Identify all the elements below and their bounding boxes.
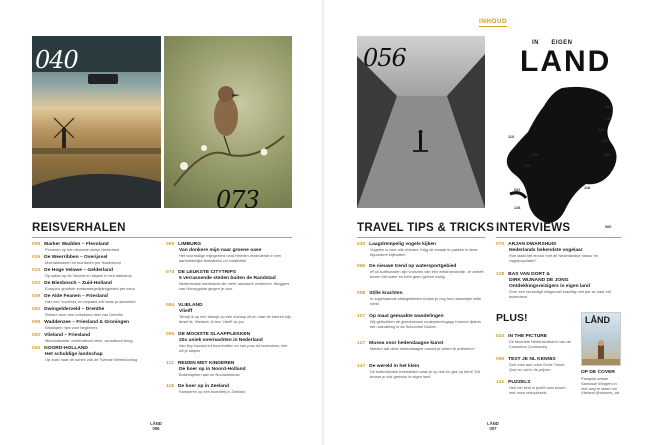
- list-item[interactable]: 142 PUZZELS Heb het kind in jezelf naar boven met onze reisquizzels: [496, 380, 566, 395]
- list-item[interactable]: 084 VLIELAND Vlieiff Terwijl ik op een bankje op een duintop zit en naar de sterren kijk, besef ik: Vlieland, ik ben 'vlieiff' op jou: [166, 303, 292, 324]
- list-item[interactable]: 020 De Hoge Veluwe – Gelderland Op safari op de Veluwe en slapen in een dakkamp: [32, 268, 132, 278]
- logo-land: LAND: [520, 45, 612, 78]
- list-item[interactable]: 062 Vlieland – Friesland Microvakantie: ochtendboot heen, avondboot terug: [32, 333, 133, 343]
- section-reisverhalen: REISVERHALEN: [32, 222, 126, 234]
- photo-roadtrip: [32, 36, 161, 208]
- footer-right: [473, 421, 513, 431]
- list-item[interactable]: 016 De Weerribben – Overijssel Moerasbossen en kronkelen per fluisterboot: [32, 255, 121, 265]
- bird-illustration: [164, 36, 292, 208]
- list-item[interactable]: 074 DE LEUKSTE CITYTRIPS 5 verrassende steden buiten de Randstad Nederlandse stedtrands die meer aandacht verdienen. Bloggers van Honeyguide gingen je voor: [166, 270, 290, 291]
- cover-illustration: [582, 337, 621, 366]
- section-plus: PLUS!: [496, 312, 528, 324]
- map-label: 016: [605, 117, 612, 121]
- list-item[interactable]: 086 TEST JE NL KENNIS Doe mee aan onze Grote Travel Quiz en val in de prijzen: [496, 357, 565, 372]
- cover-desc: Pasquim-artiste Samusse Wingers in met weg te staan om Vlieland @simone_wit: [581, 376, 620, 396]
- list-item[interactable]: 118 De boer op in Zeeland Kamperen op een boerderij in Zeeland: [166, 384, 246, 394]
- list-item[interactable]: 056 De nieuwe trend op watersportgebied eFoil-surfboarden zijn voorzien van een elektromotortje. Je zweeft boven het water en hebt geen golven nodig: [357, 264, 484, 279]
- rule-travel: [357, 237, 485, 238]
- map-label: 021: [598, 128, 605, 132]
- list-item[interactable]: 127 Musea voor hedendaagse kunst Meiden dat deze hedendaagse musea je weten te prikkelen?: [357, 341, 475, 351]
- list-item[interactable]: 032 De Biesbosch – Zuid-Holland Europa's grootste zoetwatergetijdengebied per kano: [32, 281, 135, 291]
- rule-interviews: [496, 237, 621, 238]
- cover-label: OP DE COVER: [581, 370, 615, 375]
- list-item[interactable]: 052 Dwingelderveld – Drenthe Fietsen door een onbekend deel van Drenthe: [32, 307, 124, 317]
- list-item[interactable]: 030 Laagdrempelig vogels kijken Vogelen is voor alle niveaus. Krijg de smaak te pakken in deze bijzondere kijkhutten: [357, 242, 478, 257]
- list-item[interactable]: 112 REIZEN MET KINDEREN De boer op in Noord-Holland Buitenspelen aan de Noordzeekust: [166, 361, 246, 377]
- rule-reisverhalen: [32, 237, 292, 238]
- map-label: 060: [605, 225, 612, 229]
- list-item[interactable]: 147 De wereld in het klein De buitenlandse treinsteden waar je op reis en gek op bent? Dit ervaar je ook gewoon in eigen land: [357, 364, 480, 379]
- map-label: 008: [604, 153, 611, 157]
- logo-in: IN: [532, 40, 539, 46]
- list-item[interactable]: 107 Op maat gemaakte wandelingen Wij gebruikten de gloednieuwe routeplanningapp Komoot tijdens een wandeling in de Schoorlse Duinen: [357, 314, 481, 329]
- page-number-056: 056: [363, 44, 406, 72]
- cover-thumbnail[interactable]: [581, 312, 621, 366]
- list-item[interactable]: 008 Marker Wadden – Flevoland Pioneren op het nieuwste stukje Nederland: [32, 242, 120, 252]
- list-item[interactable]: 128 BAS VAN DORT & DIRK WIJNAND DE JONG Ontdekkingsreizigers in eigen land Over een verzadigd reisgevoel krachtig niet per se naar het buitenland: [496, 272, 612, 299]
- section-travel: TRAVEL TIPS & TRICKS: [357, 222, 495, 234]
- map-label: 004: [605, 105, 612, 109]
- list-item[interactable]: 040 NOORD-HOLLAND Het schuldige landschap Op zoek naar de ruïnes van de Tweede Wereldoorlog: [32, 346, 138, 362]
- section-interviews: INTERVIEWS: [496, 222, 571, 234]
- footer-right-brand: LÅND: [487, 421, 499, 426]
- photo-bird: [164, 36, 292, 208]
- footer-left: [136, 421, 176, 431]
- footer-right-page: 007: [489, 426, 497, 431]
- toc-heading: INHOUD: [479, 18, 508, 25]
- list-item[interactable]: 070 ARJAN DWARSHUIS Nederlands bekendste vogelaar Hoe staat het ervoor met de Nederlandse natuur en vogelpopulatie?: [496, 242, 598, 263]
- list-item[interactable]: 058 Waddenzee – Friesland & Groningen Wadlopen: tips voor beginners: [32, 320, 130, 330]
- page-number-040: 040: [35, 46, 78, 74]
- footer-left-brand: LÅND: [150, 421, 162, 426]
- map-label: 005: [602, 139, 609, 143]
- cover-mini-title: LÅND: [585, 315, 610, 325]
- list-item[interactable]: 034 IN THE PICTURE De favoriete Nederlandfoto's van de Columbus Community: [496, 334, 571, 349]
- footer-left-page: 006: [152, 426, 160, 431]
- map-label: 076: [532, 153, 539, 157]
- list-item[interactable]: 058 Stille krachten In zogenaamde stiltegebieden ervaar je nog hoe natuurlijke stilte klinkt: [357, 291, 482, 306]
- map-label: 110: [508, 135, 515, 139]
- map-label: 118: [584, 186, 591, 190]
- map-label: 073: [524, 164, 531, 168]
- logo-eigen: EIGEN: [551, 40, 573, 46]
- list-item[interactable]: 060 LIMBURG Van donkere mijn naar groene oase Het voormalige mijngebied rond Heerlen veranderde in een aantrekkelijke fietsstreek vol creativiteit: [166, 242, 282, 263]
- page-gutter: [322, 0, 328, 445]
- list-item[interactable]: 095 DE MOOISTE SLAAPPLEKKEN 20x uniek overnachten in Nederland Van tiny houses tot boomhutten en van purs tot boshuizen, hier wil je slapen: [166, 332, 288, 353]
- page-number-073: 073: [216, 186, 259, 208]
- list-item[interactable]: 036 De Alde Feanen – Friesland Hier een 'voorhuis' en bepaald zelf waar je aanmeert: [32, 294, 136, 304]
- map-label: 032: [514, 188, 521, 192]
- map-label: 128: [514, 206, 521, 210]
- photo-canal: [357, 36, 485, 208]
